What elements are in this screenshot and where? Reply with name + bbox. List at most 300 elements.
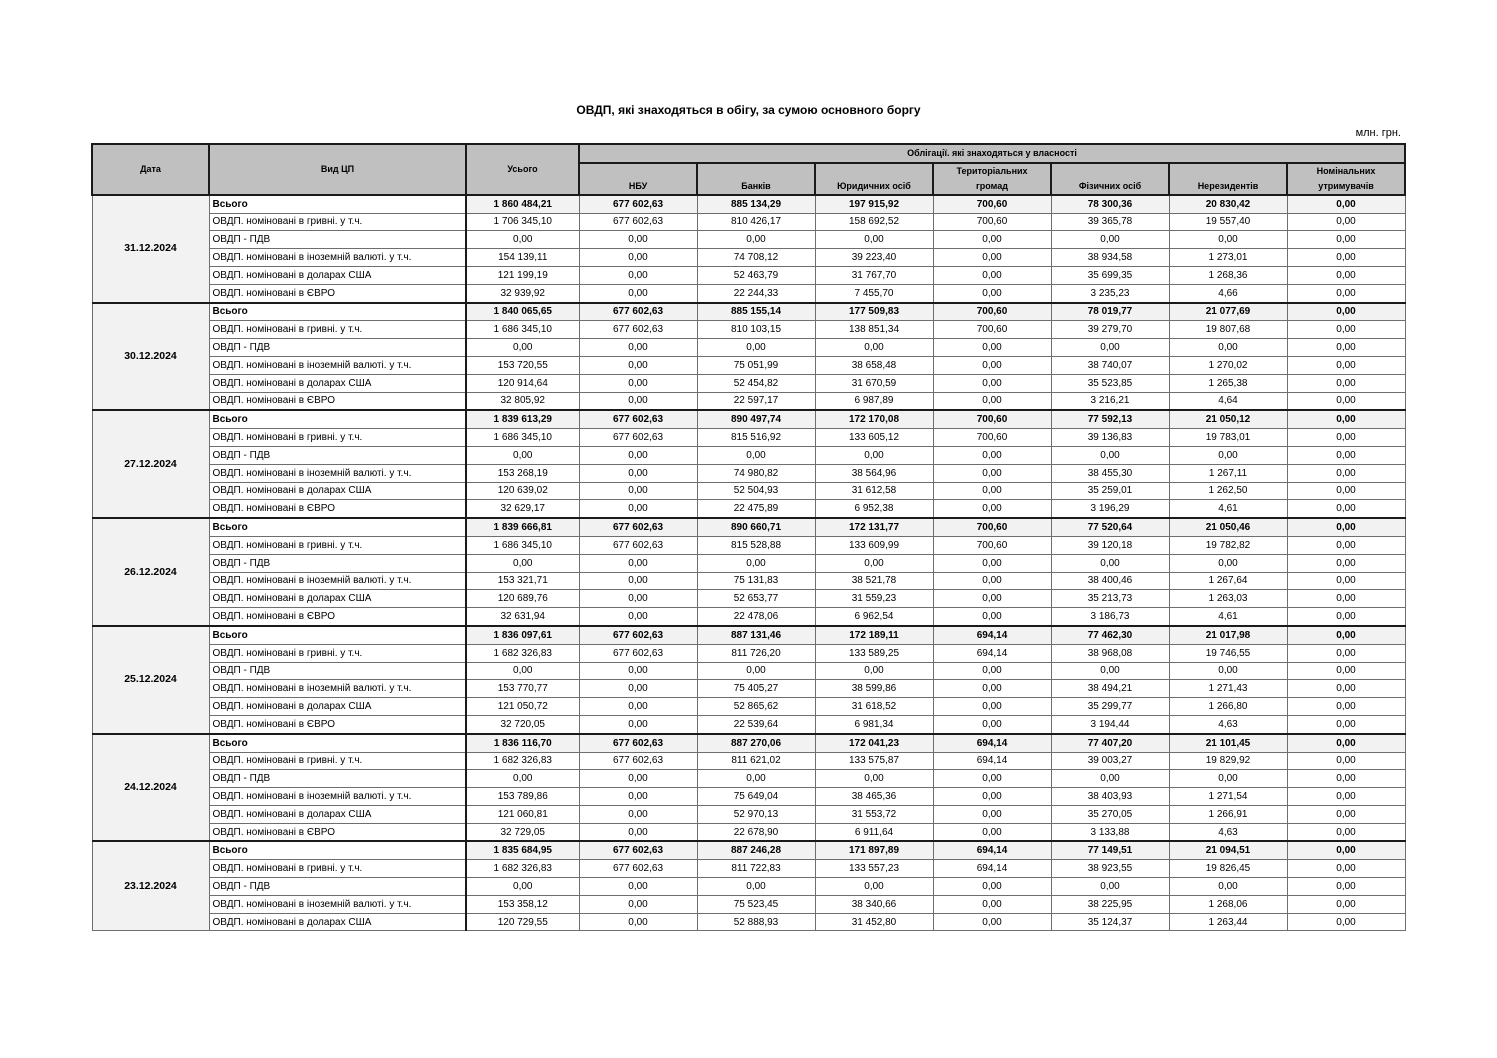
- header-individuals: Фізичних осіб: [1051, 163, 1169, 195]
- value-cell: 1 267,64: [1169, 572, 1287, 590]
- value-cell: 1 839 613,29: [466, 410, 579, 428]
- page-title: ОВДП, які знаходяться в обігу, за сумою основного боргу: [576, 103, 921, 117]
- value-cell: 694,14: [933, 626, 1051, 644]
- value-cell: 32 805,92: [466, 392, 579, 410]
- value-cell: 811 722,83: [697, 860, 815, 878]
- value-cell: 0,00: [697, 339, 815, 357]
- value-cell: 133 609,99: [815, 536, 933, 554]
- security-type-cell: ОВДП. номіновані в іноземній валюті. у т.ч.: [209, 895, 466, 913]
- value-cell: 1 265,38: [1169, 374, 1287, 392]
- value-cell: 0,00: [579, 805, 697, 823]
- value-cell: 0,00: [579, 356, 697, 374]
- value-cell: 0,00: [1287, 356, 1405, 374]
- value-cell: 4,63: [1169, 823, 1287, 841]
- value-cell: 887 246,28: [697, 841, 815, 859]
- value-cell: 75 405,27: [697, 680, 815, 698]
- security-type-cell: Всього: [209, 518, 466, 536]
- value-cell: 52 970,13: [697, 805, 815, 823]
- value-cell: 0,00: [1287, 662, 1405, 680]
- value-cell: 78 019,77: [1051, 303, 1169, 321]
- table-row: [92, 213, 1405, 231]
- value-cell: 22 475,89: [697, 500, 815, 518]
- security-type-cell: ОВДП. номіновані в іноземній валюті. у т.ч.: [209, 464, 466, 482]
- value-cell: 19 829,92: [1169, 752, 1287, 770]
- value-cell: 890 497,74: [697, 410, 815, 428]
- value-cell: 677 602,63: [579, 644, 697, 662]
- value-cell: 0,00: [1169, 770, 1287, 788]
- value-cell: 0,00: [1287, 608, 1405, 626]
- value-cell: 887 131,46: [697, 626, 815, 644]
- value-cell: 0,00: [1287, 644, 1405, 662]
- value-cell: 38 599,86: [815, 680, 933, 698]
- value-cell: 1 263,03: [1169, 590, 1287, 608]
- value-cell: 4,61: [1169, 608, 1287, 626]
- security-type-cell: ОВДП. номіновані в іноземній валюті. у т.ч.: [209, 680, 466, 698]
- value-cell: 0,00: [933, 446, 1051, 464]
- value-cell: 0,00: [1287, 303, 1405, 321]
- security-type-cell: ОВДП. номіновані в доларах США: [209, 590, 466, 608]
- value-cell: 0,00: [933, 464, 1051, 482]
- value-cell: 677 602,63: [579, 734, 697, 752]
- table-row: [92, 698, 1405, 716]
- table-row: [92, 608, 1405, 626]
- value-cell: 0,00: [1287, 590, 1405, 608]
- value-cell: 677 602,63: [579, 410, 697, 428]
- value-cell: 22 678,90: [697, 823, 815, 841]
- value-cell: 0,00: [1287, 374, 1405, 392]
- value-cell: 1 706 345,10: [466, 213, 579, 231]
- value-cell: 0,00: [933, 823, 1051, 841]
- value-cell: 32 939,92: [466, 284, 579, 302]
- value-cell: 0,00: [1287, 626, 1405, 644]
- table-row: [92, 805, 1405, 823]
- value-cell: 810 103,15: [697, 321, 815, 339]
- security-type-cell: ОВДП. номіновані в доларах США: [209, 482, 466, 500]
- value-cell: 700,60: [933, 518, 1051, 536]
- value-cell: 677 602,63: [579, 321, 697, 339]
- value-cell: 887 270,06: [697, 734, 815, 752]
- value-cell: 153 321,71: [466, 572, 579, 590]
- value-cell: 19 807,68: [1169, 321, 1287, 339]
- value-cell: 21 017,98: [1169, 626, 1287, 644]
- value-cell: 78 300,36: [1051, 195, 1169, 213]
- value-cell: 0,00: [1287, 913, 1405, 931]
- value-cell: 0,00: [466, 770, 579, 788]
- value-cell: 677 602,63: [579, 626, 697, 644]
- security-type-cell: ОВДП. номіновані в ЄВРО: [209, 823, 466, 841]
- header-nominal-line1: Номінальних: [1316, 165, 1376, 176]
- value-cell: 0,00: [933, 339, 1051, 357]
- value-cell: 77 520,64: [1051, 518, 1169, 536]
- value-cell: 694,14: [933, 841, 1051, 859]
- value-cell: 1 839 666,81: [466, 518, 579, 536]
- security-type-cell: ОВДП. номіновані в доларах США: [209, 266, 466, 284]
- value-cell: 677 602,63: [579, 536, 697, 554]
- value-cell: 32 631,94: [466, 608, 579, 626]
- table-row-total: [92, 518, 1405, 536]
- value-cell: 3 194,44: [1051, 715, 1169, 733]
- value-cell: 0,00: [933, 231, 1051, 249]
- value-cell: 38 521,78: [815, 572, 933, 590]
- value-cell: 38 740,07: [1051, 356, 1169, 374]
- value-cell: 3 186,73: [1051, 608, 1169, 626]
- security-type-cell: ОВДП - ПДВ: [209, 662, 466, 680]
- value-cell: 0,00: [579, 392, 697, 410]
- table-row: [92, 482, 1405, 500]
- value-cell: 677 602,63: [579, 752, 697, 770]
- table-row: [92, 644, 1405, 662]
- value-cell: 0,00: [466, 446, 579, 464]
- value-cell: 0,00: [1287, 410, 1405, 428]
- value-cell: 0,00: [579, 590, 697, 608]
- value-cell: 0,00: [1169, 878, 1287, 896]
- value-cell: 75 131,83: [697, 572, 815, 590]
- value-cell: 153 770,77: [466, 680, 579, 698]
- value-cell: 0,00: [1287, 572, 1405, 590]
- value-cell: 0,00: [579, 266, 697, 284]
- value-cell: 0,00: [579, 464, 697, 482]
- value-cell: 75 523,45: [697, 895, 815, 913]
- value-cell: 0,00: [1287, 878, 1405, 896]
- value-cell: 153 358,12: [466, 895, 579, 913]
- value-cell: 677 602,63: [579, 860, 697, 878]
- value-cell: 0,00: [697, 770, 815, 788]
- value-cell: 0,00: [1287, 195, 1405, 213]
- value-cell: 0,00: [1287, 266, 1405, 284]
- value-cell: 1 262,50: [1169, 482, 1287, 500]
- value-cell: 0,00: [1287, 680, 1405, 698]
- value-cell: 0,00: [697, 878, 815, 896]
- value-cell: 1 271,43: [1169, 680, 1287, 698]
- table-row-total: [92, 626, 1405, 644]
- value-cell: 3 196,29: [1051, 500, 1169, 518]
- header-nonresidents: Нерезидентів: [1169, 163, 1287, 195]
- security-type-cell: Всього: [209, 841, 466, 859]
- security-type-cell: ОВДП. номіновані в доларах США: [209, 698, 466, 716]
- header-date: Дата: [92, 144, 209, 195]
- value-cell: 0,00: [1287, 446, 1405, 464]
- value-cell: 35 270,05: [1051, 805, 1169, 823]
- table-row: [92, 895, 1405, 913]
- value-cell: 22 539,64: [697, 715, 815, 733]
- value-cell: 0,00: [579, 374, 697, 392]
- security-type-cell: ОВДП. номіновані в іноземній валюті. у т.ч.: [209, 788, 466, 806]
- value-cell: 35 213,73: [1051, 590, 1169, 608]
- value-cell: 694,14: [933, 644, 1051, 662]
- value-cell: 19 746,55: [1169, 644, 1287, 662]
- value-cell: 677 602,63: [579, 518, 697, 536]
- table-row: [92, 860, 1405, 878]
- value-cell: 39 223,40: [815, 249, 933, 267]
- value-cell: 1 267,11: [1169, 464, 1287, 482]
- value-cell: 6 952,38: [815, 500, 933, 518]
- value-cell: 677 602,63: [579, 213, 697, 231]
- value-cell: 0,00: [933, 715, 1051, 733]
- value-cell: 0,00: [1287, 249, 1405, 267]
- value-cell: 0,00: [1051, 662, 1169, 680]
- value-cell: 38 968,08: [1051, 644, 1169, 662]
- table-row: [92, 392, 1405, 410]
- value-cell: 0,00: [1051, 446, 1169, 464]
- value-cell: 19 826,45: [1169, 860, 1287, 878]
- value-cell: 0,00: [579, 339, 697, 357]
- value-cell: 21 077,69: [1169, 303, 1287, 321]
- value-cell: 31 452,80: [815, 913, 933, 931]
- value-cell: 0,00: [815, 770, 933, 788]
- value-cell: 20 830,42: [1169, 195, 1287, 213]
- security-type-cell: ОВДП. номіновані в іноземній валюті. у т.ч.: [209, 249, 466, 267]
- value-cell: 133 605,12: [815, 429, 933, 447]
- table-row-total: [92, 734, 1405, 752]
- table-row: [92, 231, 1405, 249]
- security-type-cell: ОВДП. номіновані в ЄВРО: [209, 284, 466, 302]
- value-cell: 694,14: [933, 860, 1051, 878]
- value-cell: 1 682 326,83: [466, 860, 579, 878]
- value-cell: 0,00: [1287, 284, 1405, 302]
- table-header: [92, 144, 1405, 195]
- value-cell: 171 897,89: [815, 841, 933, 859]
- value-cell: 31 612,58: [815, 482, 933, 500]
- value-cell: 0,00: [933, 572, 1051, 590]
- value-cell: 0,00: [815, 339, 933, 357]
- value-cell: 21 050,12: [1169, 410, 1287, 428]
- security-type-cell: ОВДП. номіновані в гривні. у т.ч.: [209, 644, 466, 662]
- value-cell: 677 602,63: [579, 429, 697, 447]
- table-row-total: [92, 410, 1405, 428]
- value-cell: 0,00: [579, 913, 697, 931]
- value-cell: 0,00: [1287, 805, 1405, 823]
- value-cell: 0,00: [1287, 500, 1405, 518]
- security-type-cell: ОВДП. номіновані в ЄВРО: [209, 500, 466, 518]
- value-cell: 0,00: [1287, 752, 1405, 770]
- value-cell: 121 050,72: [466, 698, 579, 716]
- date-cell: 26.12.2024: [92, 518, 209, 626]
- value-cell: 75 051,99: [697, 356, 815, 374]
- security-type-cell: ОВДП. номіновані в доларах США: [209, 805, 466, 823]
- value-cell: 0,00: [697, 446, 815, 464]
- value-cell: 0,00: [579, 231, 697, 249]
- value-cell: 35 523,85: [1051, 374, 1169, 392]
- table-row: [92, 536, 1405, 554]
- value-cell: 22 597,17: [697, 392, 815, 410]
- header-territorial: [933, 163, 1051, 195]
- value-cell: 38 400,46: [1051, 572, 1169, 590]
- value-cell: 77 407,20: [1051, 734, 1169, 752]
- table-body: [92, 195, 1405, 931]
- table-row: [92, 339, 1405, 357]
- value-cell: 700,60: [933, 536, 1051, 554]
- value-cell: 39 120,18: [1051, 536, 1169, 554]
- table-row: [92, 823, 1405, 841]
- security-type-cell: ОВДП. номіновані в ЄВРО: [209, 608, 466, 626]
- value-cell: 1 682 326,83: [466, 644, 579, 662]
- value-cell: 0,00: [1287, 536, 1405, 554]
- value-cell: 39 136,83: [1051, 429, 1169, 447]
- value-cell: 0,00: [579, 284, 697, 302]
- value-cell: 677 602,63: [579, 195, 697, 213]
- value-cell: 6 962,54: [815, 608, 933, 626]
- value-cell: 0,00: [815, 662, 933, 680]
- value-cell: 0,00: [697, 554, 815, 572]
- value-cell: 1 836 097,61: [466, 626, 579, 644]
- value-cell: 0,00: [1169, 446, 1287, 464]
- value-cell: 38 465,36: [815, 788, 933, 806]
- value-cell: 0,00: [815, 446, 933, 464]
- value-cell: 77 592,13: [1051, 410, 1169, 428]
- value-cell: 3 216,21: [1051, 392, 1169, 410]
- table-row: [92, 913, 1405, 931]
- date-cell: 23.12.2024: [92, 841, 209, 930]
- value-cell: 0,00: [697, 662, 815, 680]
- value-cell: 0,00: [1169, 231, 1287, 249]
- value-cell: 1 270,02: [1169, 356, 1287, 374]
- value-cell: 38 340,66: [815, 895, 933, 913]
- value-cell: 700,60: [933, 303, 1051, 321]
- table-row: [92, 554, 1405, 572]
- value-cell: 77 462,30: [1051, 626, 1169, 644]
- value-cell: 0,00: [933, 482, 1051, 500]
- value-cell: 19 557,40: [1169, 213, 1287, 231]
- value-cell: 700,60: [933, 213, 1051, 231]
- date-cell: 30.12.2024: [92, 303, 209, 411]
- value-cell: 133 557,23: [815, 860, 933, 878]
- value-cell: 6 911,64: [815, 823, 933, 841]
- value-cell: 133 575,87: [815, 752, 933, 770]
- value-cell: 74 708,12: [697, 249, 815, 267]
- value-cell: 31 670,59: [815, 374, 933, 392]
- value-cell: 694,14: [933, 734, 1051, 752]
- security-type-cell: ОВДП. номіновані в іноземній валюті. у т.ч.: [209, 572, 466, 590]
- value-cell: 3 133,88: [1051, 823, 1169, 841]
- value-cell: 39 003,27: [1051, 752, 1169, 770]
- value-cell: 0,00: [933, 590, 1051, 608]
- date-cell: 25.12.2024: [92, 626, 209, 734]
- security-type-cell: ОВДП - ПДВ: [209, 231, 466, 249]
- table-row: [92, 429, 1405, 447]
- table-row: [92, 788, 1405, 806]
- table-row: [92, 572, 1405, 590]
- value-cell: 153 789,86: [466, 788, 579, 806]
- value-cell: 38 934,58: [1051, 249, 1169, 267]
- value-cell: 1 266,80: [1169, 698, 1287, 716]
- value-cell: 0,00: [933, 770, 1051, 788]
- value-cell: 0,00: [933, 554, 1051, 572]
- value-cell: 0,00: [579, 608, 697, 626]
- value-cell: 700,60: [933, 321, 1051, 339]
- value-cell: 0,00: [579, 715, 697, 733]
- value-cell: 0,00: [1287, 321, 1405, 339]
- value-cell: 172 041,23: [815, 734, 933, 752]
- value-cell: 0,00: [933, 392, 1051, 410]
- value-cell: 0,00: [1051, 878, 1169, 896]
- value-cell: 0,00: [1287, 734, 1405, 752]
- value-cell: 700,60: [933, 429, 1051, 447]
- header-legal-entities: Юридичних осіб: [815, 163, 933, 195]
- value-cell: 694,14: [933, 752, 1051, 770]
- header-ownership-group: Облігації. які знаходяться у власності: [579, 144, 1405, 163]
- security-type-cell: ОВДП. номіновані в ЄВРО: [209, 715, 466, 733]
- value-cell: 75 649,04: [697, 788, 815, 806]
- value-cell: 1 840 065,65: [466, 303, 579, 321]
- security-type-cell: Всього: [209, 195, 466, 213]
- value-cell: 0,00: [1287, 554, 1405, 572]
- value-cell: 811 726,20: [697, 644, 815, 662]
- value-cell: 177 509,83: [815, 303, 933, 321]
- value-cell: 0,00: [933, 895, 1051, 913]
- value-cell: 31 559,23: [815, 590, 933, 608]
- value-cell: 0,00: [933, 374, 1051, 392]
- value-cell: 0,00: [466, 878, 579, 896]
- value-cell: 32 729,05: [466, 823, 579, 841]
- value-cell: 35 124,37: [1051, 913, 1169, 931]
- value-cell: 0,00: [1051, 339, 1169, 357]
- value-cell: 1 266,91: [1169, 805, 1287, 823]
- table-row: [92, 284, 1405, 302]
- table-row: [92, 662, 1405, 680]
- value-cell: 811 621,02: [697, 752, 815, 770]
- value-cell: 0,00: [1287, 860, 1405, 878]
- value-cell: 0,00: [1287, 895, 1405, 913]
- value-cell: 121 060,81: [466, 805, 579, 823]
- value-cell: 0,00: [1287, 770, 1405, 788]
- value-cell: 0,00: [933, 805, 1051, 823]
- header-total: Усього: [466, 144, 579, 195]
- value-cell: 677 602,63: [579, 303, 697, 321]
- value-cell: 1 686 345,10: [466, 321, 579, 339]
- header-type: Вид ЦП: [209, 144, 466, 195]
- value-cell: 0,00: [1287, 823, 1405, 841]
- table-row: [92, 500, 1405, 518]
- value-cell: 0,00: [933, 788, 1051, 806]
- table-row: [92, 321, 1405, 339]
- security-type-cell: ОВДП - ПДВ: [209, 878, 466, 896]
- security-type-cell: ОВДП. номіновані в гривні. у т.ч.: [209, 752, 466, 770]
- value-cell: 172 170,08: [815, 410, 933, 428]
- value-cell: 4,61: [1169, 500, 1287, 518]
- table-row: [92, 266, 1405, 284]
- value-cell: 153 720,55: [466, 356, 579, 374]
- value-cell: 3 235,23: [1051, 284, 1169, 302]
- value-cell: 0,00: [466, 231, 579, 249]
- value-cell: 0,00: [466, 554, 579, 572]
- value-cell: 121 199,19: [466, 266, 579, 284]
- table-row: [92, 680, 1405, 698]
- security-type-cell: ОВДП. номіновані в гривні. у т.ч.: [209, 536, 466, 554]
- value-cell: 1 268,06: [1169, 895, 1287, 913]
- value-cell: 21 101,45: [1169, 734, 1287, 752]
- value-cell: 0,00: [1051, 770, 1169, 788]
- security-type-cell: ОВДП. номіновані в гривні. у т.ч.: [209, 213, 466, 231]
- units-label: млн. грн.: [1355, 127, 1401, 139]
- value-cell: 0,00: [1287, 231, 1405, 249]
- value-cell: 0,00: [815, 554, 933, 572]
- value-cell: 38 564,96: [815, 464, 933, 482]
- value-cell: 885 134,29: [697, 195, 815, 213]
- value-cell: 700,60: [933, 410, 1051, 428]
- value-cell: 138 851,34: [815, 321, 933, 339]
- value-cell: 35 699,35: [1051, 266, 1169, 284]
- table-row: [92, 374, 1405, 392]
- value-cell: 120 689,76: [466, 590, 579, 608]
- security-type-cell: ОВДП. номіновані в ЄВРО: [209, 392, 466, 410]
- table-row: [92, 752, 1405, 770]
- header-nominal-holders: [1287, 163, 1405, 195]
- value-cell: 120 729,55: [466, 913, 579, 931]
- bonds-table: [91, 143, 1406, 931]
- value-cell: 38 923,55: [1051, 860, 1169, 878]
- value-cell: 77 149,51: [1051, 841, 1169, 859]
- value-cell: 0,00: [933, 662, 1051, 680]
